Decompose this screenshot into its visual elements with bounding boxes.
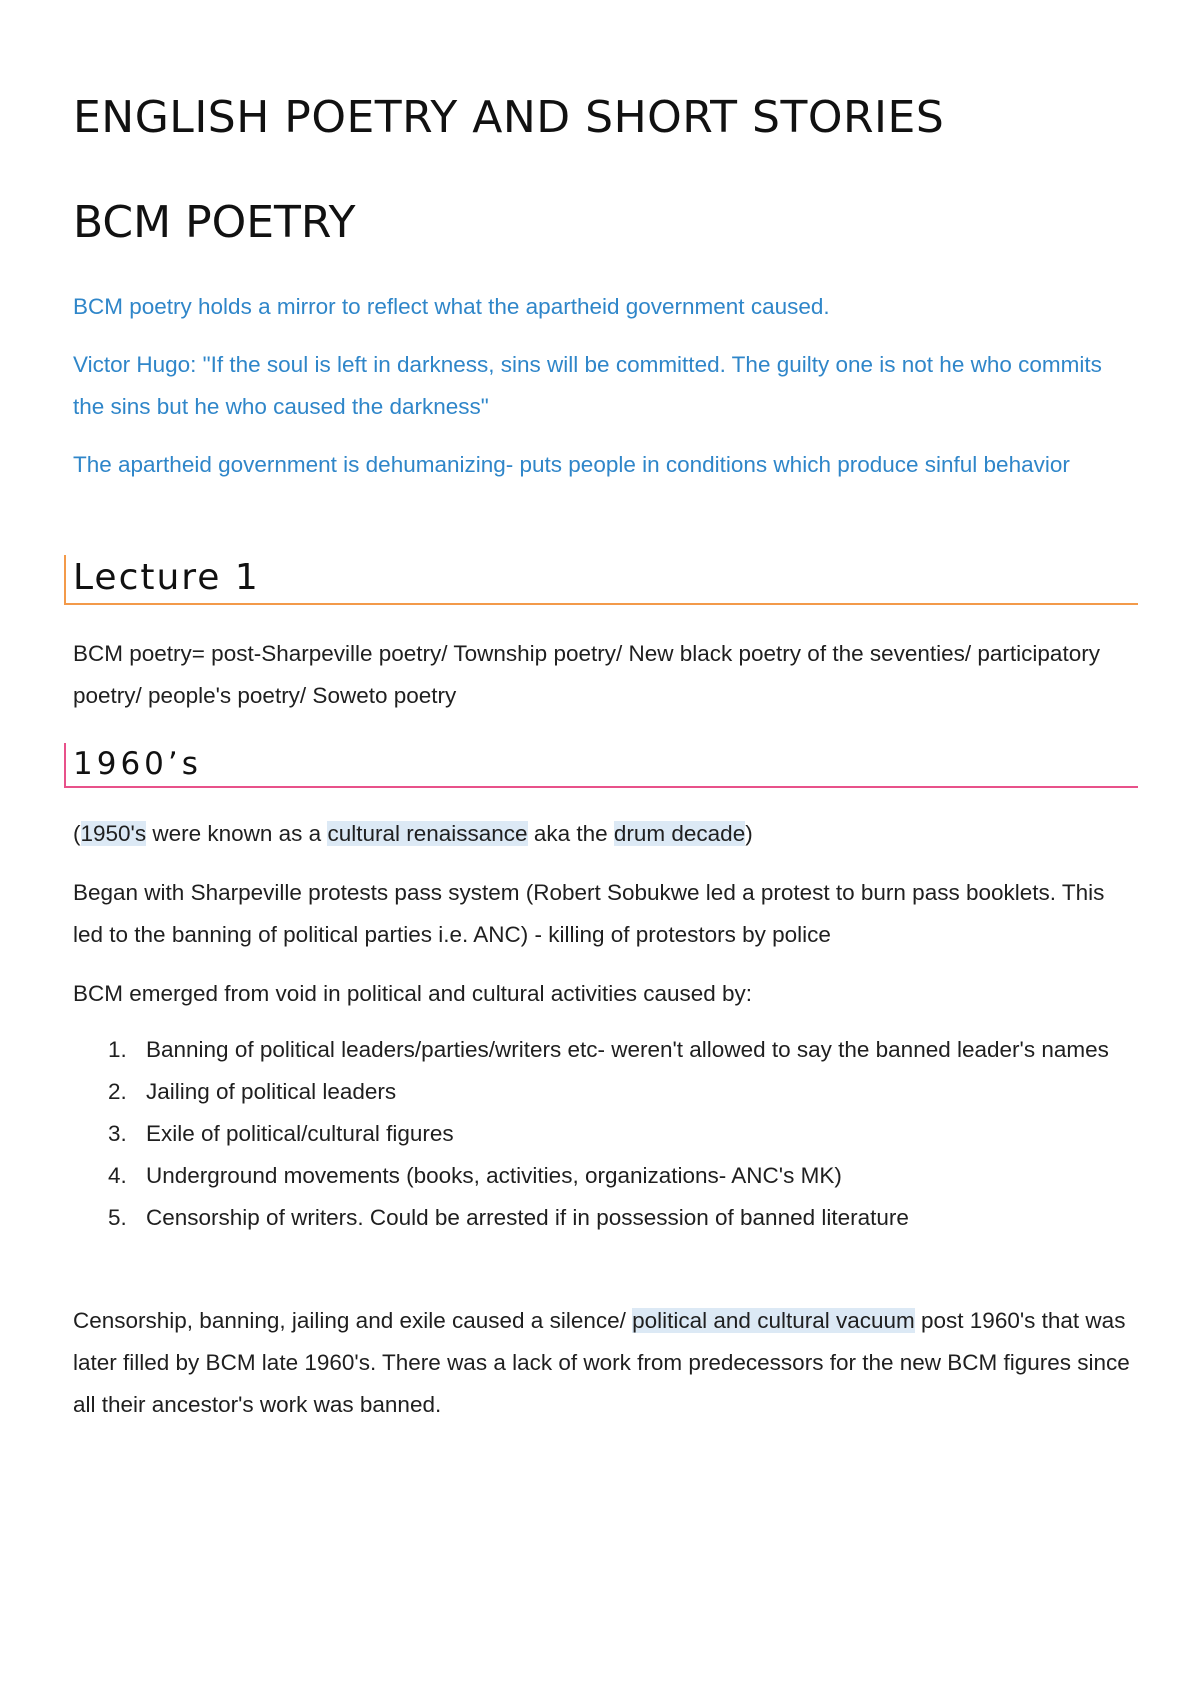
intro-paragraph-3: The apartheid government is dehumanizing- puts people in conditions which produce sinful behavior xyxy=(73,452,1070,477)
list-number: 1. xyxy=(108,1037,127,1062)
list-number: 4. xyxy=(108,1163,127,1188)
list-item-text: Underground movements (books, activities, organizations- ANC's MK) xyxy=(146,1163,842,1188)
note-text: ( xyxy=(73,821,81,846)
intro-paragraph-1: BCM poetry holds a mirror to reflect what the apartheid government caused. xyxy=(73,294,830,319)
causes-list xyxy=(73,1029,1133,1239)
heading-underline xyxy=(64,603,1138,606)
document-subtitle: BCM POETRY xyxy=(73,197,356,248)
note-text: were known as a xyxy=(146,821,328,846)
document-title: ENGLISH POETRY AND SHORT STORIES xyxy=(73,92,945,143)
list-item xyxy=(73,1113,1133,1155)
list-number: 5. xyxy=(108,1205,127,1230)
emerged-paragraph: BCM emerged from void in political and cultural activities caused by: xyxy=(73,981,753,1006)
conclusion-text: post 1960's that was later filled by BCM late 1960's. There was a lack of work from predecessors for the new BCM figures since all their ancestor's work was banned. xyxy=(73,1308,1130,1417)
heading-underline xyxy=(64,786,1138,789)
list-item-text: Jailing of political leaders xyxy=(146,1079,397,1104)
list-item-text: Exile of political/cultural figures xyxy=(146,1121,454,1146)
list-item xyxy=(73,1197,1133,1239)
highlight-drum-decade: drum decade xyxy=(613,821,746,846)
list-number: 2. xyxy=(108,1079,127,1104)
list-item xyxy=(73,1155,1133,1197)
sharpeville-paragraph: Began with Sharpeville protests pass system (Robert Sobukwe led a protest to burn pass booklets. This led to the banning of political parties i.e. ANC) - killing of protestors by police xyxy=(73,880,1105,947)
list-item-text: Censorship of writers. Could be arrested if in possession of banned literature xyxy=(146,1205,909,1230)
conclusion-paragraph xyxy=(73,1300,1133,1426)
note-text: aka the xyxy=(527,821,614,846)
section-1960s-heading xyxy=(64,743,1138,788)
highlight-1950s: 1950's xyxy=(80,821,147,846)
highlight-political-cultural-vacuum: political and cultural vacuum xyxy=(632,1308,915,1333)
heading-accent-bar xyxy=(64,555,66,605)
lecture-heading-label: Lecture 1 xyxy=(73,557,260,598)
renaissance-note xyxy=(73,813,1133,855)
intro-quote-paragraph: Victor Hugo: "If the soul is left in darkness, sins will be committed. The guilty one is not he who commits the sins but he who caused the darkness" xyxy=(73,352,1102,419)
section-1960s-heading-label: 1960’s xyxy=(73,746,202,782)
list-item xyxy=(73,1071,1133,1113)
list-number: 3. xyxy=(108,1121,127,1146)
conclusion-text: Censorship, banning, jailing and exile caused a silence/ xyxy=(73,1308,633,1333)
heading-accent-bar xyxy=(64,743,66,788)
lecture-paragraph: BCM poetry= post-Sharpeville poetry/ Township poetry/ New black poetry of the seventies/ participatory poetry/ people's poetry/ Soweto poetry xyxy=(73,641,1100,708)
list-item xyxy=(73,1029,1133,1071)
highlight-cultural-renaissance: cultural renaissance xyxy=(327,821,528,846)
lecture-heading xyxy=(64,555,1138,605)
note-text: ) xyxy=(745,821,753,846)
list-item-text: Banning of political leaders/parties/writers etc- weren't allowed to say the banned leader's names xyxy=(146,1037,1109,1062)
